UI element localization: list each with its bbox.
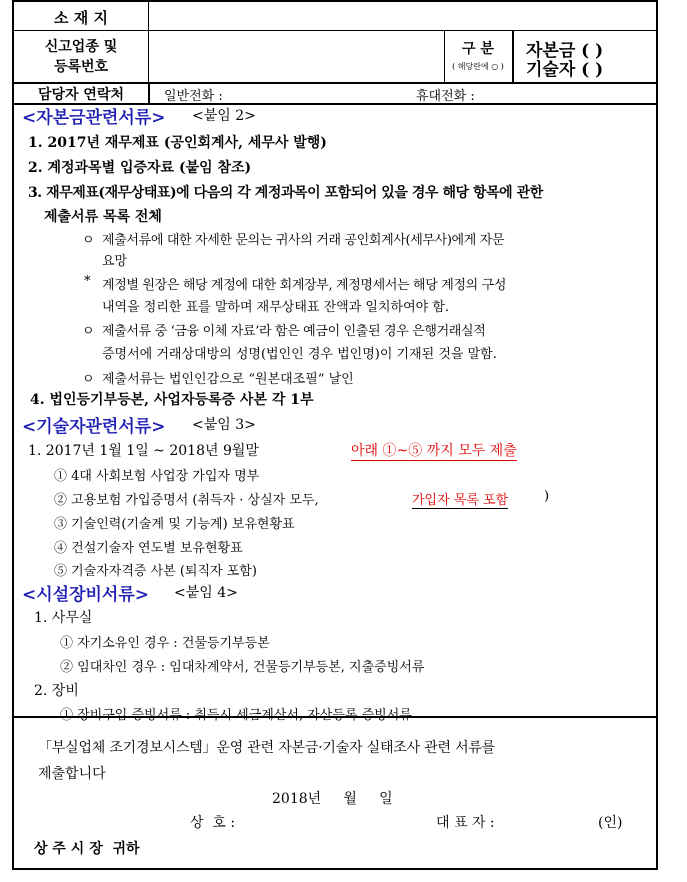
capital-section-title: <자본금관련서류> bbox=[22, 108, 166, 128]
engineer-sub-2-highlight: 가입자 목록 포함 bbox=[412, 489, 508, 509]
submission-statement-continued: 제출합니다 bbox=[38, 766, 106, 782]
note-3: 제출서류 중 ‘금융 이체 자료’라 함은 예금이 인출된 경우 은행거래실적 bbox=[102, 324, 486, 339]
landline-label: 일반전화 : bbox=[164, 89, 223, 104]
bullet-circle: ㅇ bbox=[82, 372, 95, 387]
facility-sub-3: ① 장비구입 증빙서류 : 취득시 세금계산서, 자산등록 증빙서류 bbox=[60, 708, 412, 723]
bullet-circle: ㅇ bbox=[82, 324, 95, 339]
facility-sub-1: ① 자기소유인 경우 : 건물등기부등본 bbox=[60, 636, 270, 651]
contact-label: 담당자 연락처 bbox=[37, 87, 125, 103]
category-note: ( 해당란에 ○ ) bbox=[452, 62, 504, 71]
note-1: 제출서류에 대한 자세한 문의는 귀사의 거래 공인회계사(세무사)에게 자문 bbox=[102, 233, 505, 248]
seal-mark: (인) bbox=[598, 815, 623, 831]
category-label: 구 분 bbox=[462, 41, 494, 57]
capital-item-3-continued: 제출서류 목록 전체 bbox=[44, 209, 162, 225]
engineer-item-1-note: 아래 ①~⑤ 까지 모두 제출 bbox=[351, 440, 517, 461]
facility-item-2: 2. 장비 bbox=[34, 683, 79, 699]
company-name-label: 상 호 : bbox=[190, 815, 236, 831]
engineer-sub-5: ⑤ 기술자자격증 사본 (퇴직자 포함) bbox=[54, 564, 257, 579]
facility-item-1: 1. 사무실 bbox=[34, 610, 93, 626]
location-label: 소 재 지 bbox=[54, 9, 108, 27]
engineer-option: 기술자 ( ) bbox=[526, 60, 604, 80]
form-frame bbox=[12, 0, 658, 870]
business-type-label: 신고업종 및 bbox=[44, 39, 118, 55]
facility-section-title: <시설장비서류> bbox=[22, 585, 150, 605]
submission-date: 2018년 월 일 bbox=[272, 791, 393, 807]
representative-label: 대 표 자 : bbox=[436, 815, 495, 831]
mobile-label: 휴대전화 : bbox=[416, 89, 475, 104]
divider bbox=[148, 82, 150, 103]
facility-sub-2: ② 임대차인 경우 : 임대차계약서, 건물등기부등본, 지출증빙서류 bbox=[60, 660, 425, 675]
note-3-continued: 증명서에 거래상대방의 성명(법인인 경우 법인명)이 기재된 것을 말함. bbox=[102, 347, 497, 362]
note-4: 제출서류는 법인인감으로 “원본대조필” 날인 bbox=[102, 372, 354, 387]
divider bbox=[512, 30, 514, 82]
note-1-continued: 요망 bbox=[102, 254, 128, 269]
capital-item-4: 4. 법인등기부등본, 사업자등록증 사본 각 1부 bbox=[30, 392, 314, 408]
capital-item-1: 1. 2017년 재무제표 (공인회계사, 세무사 발행) bbox=[28, 135, 327, 151]
engineer-sub-2-close: ) bbox=[544, 489, 550, 504]
submission-statement: 「부실업체 조기경보시스템」운영 관련 자본금·기술자 실태조사 관련 서류를 bbox=[38, 740, 496, 756]
engineer-sub-4: ④ 건설기술자 연도별 보유현황표 bbox=[54, 541, 243, 556]
engineer-sub-3: ③ 기술인력(기술계 및 기능계) 보유현황표 bbox=[54, 517, 295, 532]
engineer-item-1: 1. 2017년 1월 1일 ~ 2018년 9월말 bbox=[28, 443, 259, 459]
bullet-star: * bbox=[84, 274, 91, 289]
divider bbox=[148, 2, 149, 82]
engineer-attach-label: <붙임 3> bbox=[192, 417, 256, 433]
engineer-sub-2: ② 고용보험 가입증명서 (취득자 · 상실자 모두, bbox=[54, 493, 319, 508]
capital-item-3: 3. 재무제표(재무상태표)에 다음의 각 계정과목이 포함되어 있을 경우 해당 항목에 관한 bbox=[28, 185, 543, 201]
bullet-circle: ㅇ bbox=[82, 233, 95, 248]
engineer-sub-1: ① 4대 사회보험 사업장 가입자 명부 bbox=[54, 469, 260, 484]
note-2-continued: 내역을 정리한 표를 말하며 재무상태표 잔액과 일치하여야 함. bbox=[102, 300, 450, 315]
capital-option: 자본금 ( ) bbox=[526, 41, 604, 61]
capital-attach-label: <붙임 2> bbox=[192, 108, 256, 124]
facility-attach-label: <붙임 4> bbox=[174, 585, 238, 601]
recipient: 상 주 시 장 귀하 bbox=[34, 841, 140, 857]
note-2: 계정별 원장은 해당 계정에 대한 회계장부, 계정명세서는 해당 계정의 구성 bbox=[102, 278, 507, 293]
divider bbox=[14, 30, 656, 31]
registration-label: 등록번호 bbox=[53, 59, 109, 75]
capital-item-2: 2. 계정과목별 입증자료 (붙임 참조) bbox=[28, 160, 252, 176]
engineer-section-title: <기술자관련서류> bbox=[22, 417, 166, 437]
